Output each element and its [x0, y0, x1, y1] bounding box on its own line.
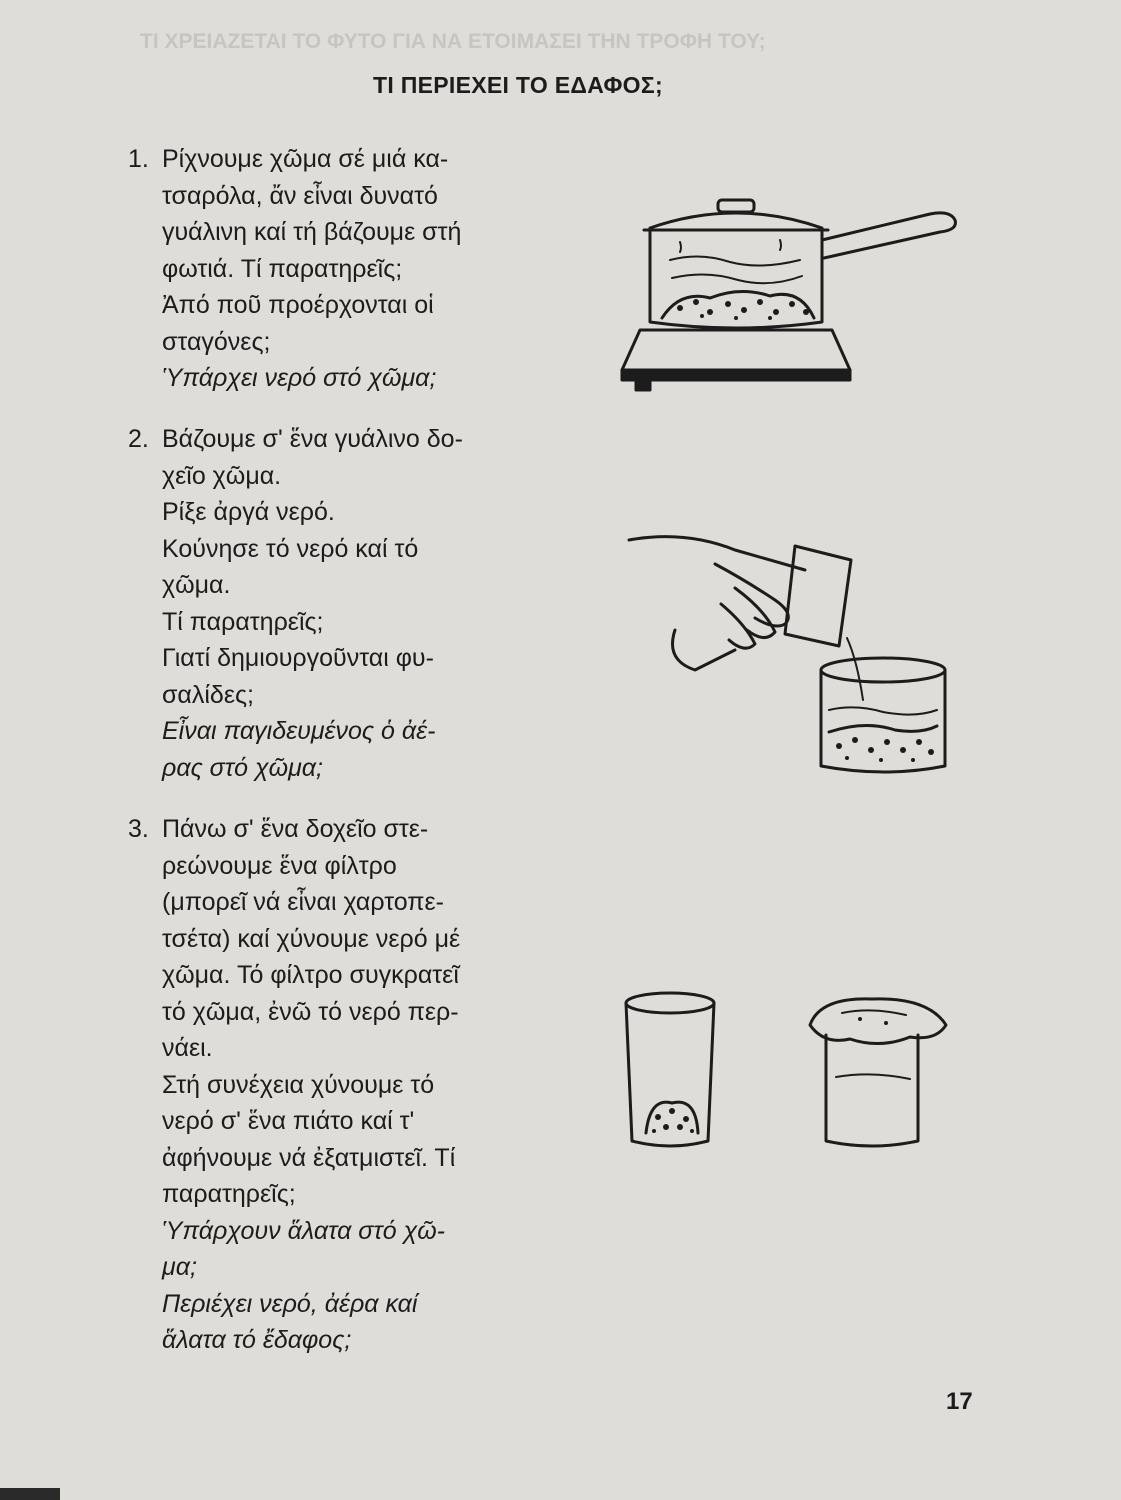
text-line: χῶμα. Τό φίλτρο συγκρατεῖ: [162, 961, 459, 989]
text-line: Ρίξε ἀργά νερό.: [162, 498, 335, 526]
text-line: ρας στό χῶμα;: [162, 753, 323, 782]
text-line: χεῖο χῶμα.: [162, 461, 282, 490]
text-line: γυάλινη καί τή βάζουμε στή: [162, 218, 462, 246]
item-number: 1.: [128, 145, 149, 173]
text-line: Ἀπό ποῦ προέρχονται οἱ: [162, 291, 434, 319]
scan-edge-shadow: [0, 1488, 60, 1500]
text-line: παρατηρεῖς;: [162, 1180, 296, 1208]
text-line: ἅλατα τό ἔδαφος;: [162, 1326, 352, 1354]
text-line: Κούνησε τό νερό καί τό: [162, 534, 419, 563]
text-line: Βάζουμε σ' ἕνα γυάλινο δο-: [162, 425, 463, 453]
text-line: Γιατί δημιουργοῦνται φυ-: [162, 644, 434, 672]
text-line: ρεώνουμε ἕνα φίλτρο: [162, 851, 397, 880]
text-line: Πάνω σ' ἕνα δοχεῖο στε-: [162, 815, 429, 843]
text-line: Ρίχνουμε χῶμα σέ μιά κα-: [162, 145, 449, 173]
pouring-water-illustration: [625, 520, 965, 780]
text-line: νερό σ' ἕνα πιάτο καί τ': [162, 1107, 415, 1135]
text-line: τό χῶμα, ἐνῶ τό νερό περ-: [162, 997, 459, 1026]
text-line: ἀφήνουμε νά ἐξατμιστεῖ. Τί: [162, 1143, 456, 1172]
page-number: 17: [946, 1388, 973, 1415]
text-line: χῶμα.: [162, 571, 231, 599]
text-line: τσέτα) καί χύνουμε νερό μέ: [162, 924, 461, 953]
text-line: Τί παρατηρεῖς;: [162, 607, 324, 636]
saucepan-on-stove-illustration: [610, 190, 970, 410]
item-number: 3.: [128, 815, 149, 843]
text-line: Ὑπάρχει νερό στό χῶμα;: [162, 364, 437, 392]
text-line: φωτιά. Τί παρατηρεῖς;: [162, 254, 403, 283]
text-line: μα;: [162, 1253, 197, 1281]
text-line: Ὑπάρχουν ἅλατα στό χῶ-: [162, 1216, 446, 1245]
text-line: τσαρόλα, ἄν εἶναι δυνατό: [162, 181, 438, 210]
text-line: Εἶναι παγιδευμένος ὁ ἀέ-: [162, 717, 436, 745]
filter-jars-illustration: [610, 985, 970, 1155]
text-line: σταγόνες;: [162, 327, 271, 356]
item-number: 2.: [128, 425, 149, 453]
text-line: Περιέχει νερό, ἀέρα καί: [162, 1289, 418, 1318]
page-title: ΤΙ ΠΕΡΙΕΧΕΙ ΤΟ ΕΔΑΦΟΣ;: [373, 72, 663, 98]
text-line: (μπορεῖ νά εἶναι χαρτοπε-: [162, 888, 445, 916]
text-line: Στή συνέχεια χύνουμε τό: [162, 1070, 435, 1099]
text-line: νάει.: [162, 1034, 213, 1062]
text-line: σαλίδες;: [162, 680, 254, 709]
bleed-through-text: ΤΙ ΧΡΕΙΑΖΕΤΑΙ ΤΟ ΦΥΤΟ ΓΙΑ ΝΑ ΕΤΟΙΜΑΣΕΙ ΤΗΝ ΤΡΟΦΗ ΤΟΥ;: [140, 30, 766, 53]
